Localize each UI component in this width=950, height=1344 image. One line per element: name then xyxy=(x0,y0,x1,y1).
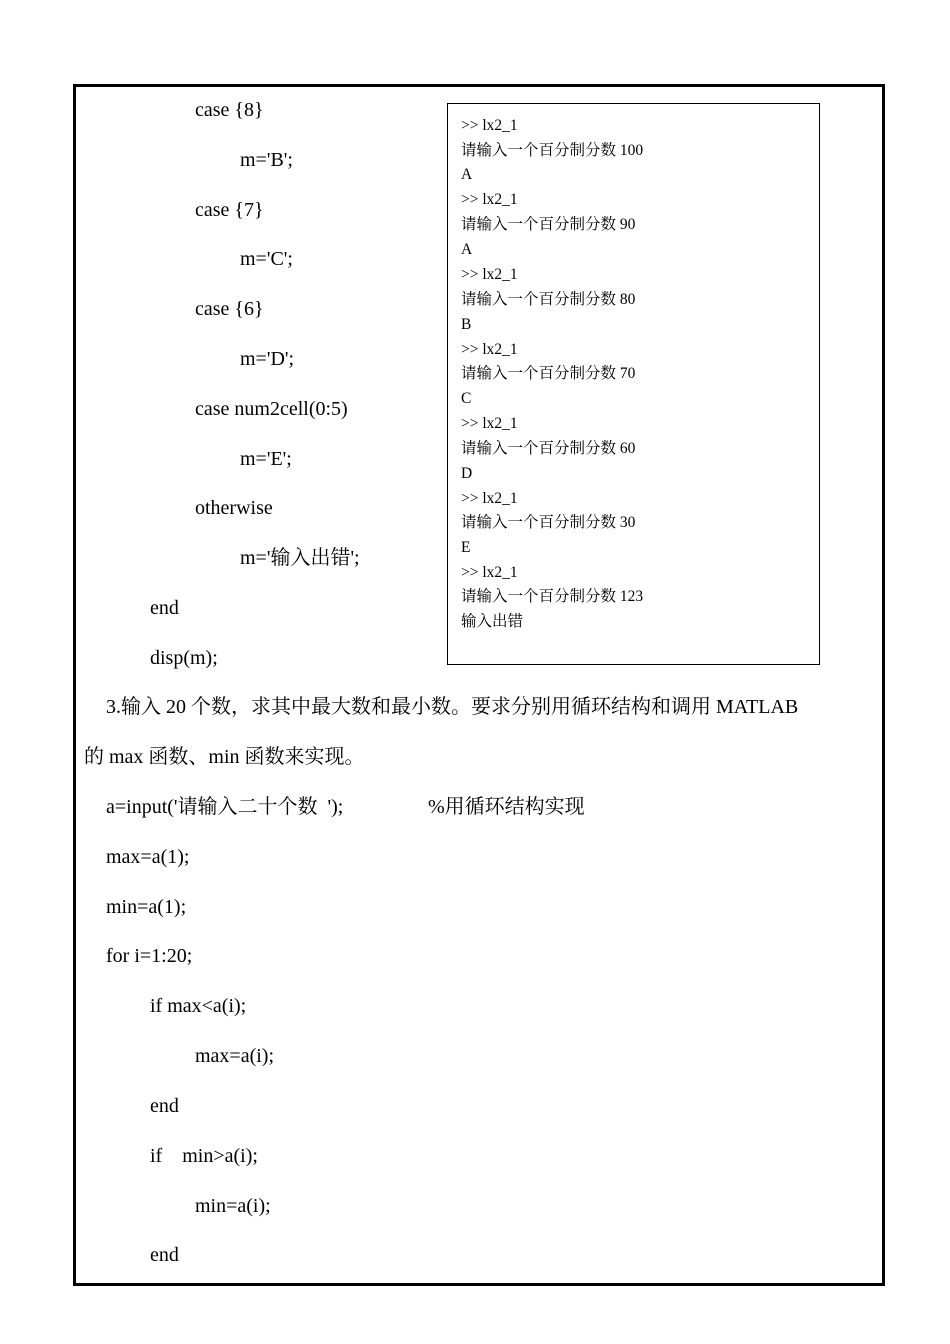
console-line: 输入出错 xyxy=(461,613,524,630)
console-line: 请输入一个百分制分数 100 xyxy=(461,142,644,159)
code-line: if min>a(i); xyxy=(150,1145,258,1167)
console-line: >> lx2_1 xyxy=(461,341,518,358)
console-line: 请输入一个百分制分数 30 xyxy=(461,514,636,531)
question-text-line-1: 3.输入 20 个数，求其中最大数和最小数。要求分别用循环结构和调用 MATLAB xyxy=(106,696,799,718)
code-line: m='输入出错'; xyxy=(240,547,360,569)
console-line: >> lx2_1 xyxy=(461,490,518,507)
code-line: for i=1:20; xyxy=(106,945,193,967)
console-line: E xyxy=(461,539,471,556)
code-line: case {7} xyxy=(195,199,264,221)
code-line: disp(m); xyxy=(150,647,218,669)
console-line: >> lx2_1 xyxy=(461,564,518,581)
console-line: >> lx2_1 xyxy=(461,117,518,134)
code-line: m='D'; xyxy=(240,348,295,370)
code-line: max=a(1); xyxy=(106,846,190,868)
question-text-line-2: 的 max 函数、min 函数来实现。 xyxy=(84,746,365,768)
code-comment: %用循环结构实现 xyxy=(428,796,585,818)
console-line: C xyxy=(461,390,472,407)
code-line: m='E'; xyxy=(240,448,292,470)
code-line: m='B'; xyxy=(240,149,293,171)
code-line: end xyxy=(150,1095,179,1117)
console-line: 请输入一个百分制分数 90 xyxy=(461,216,636,233)
console-line: >> lx2_1 xyxy=(461,415,518,432)
code-line: end xyxy=(150,597,179,619)
code-line: min=a(i); xyxy=(195,1195,271,1217)
console-line: 请输入一个百分制分数 123 xyxy=(461,588,644,605)
console-line: D xyxy=(461,465,473,482)
console-line: A xyxy=(461,166,473,183)
code-line: otherwise xyxy=(195,497,273,519)
code-line: if max<a(i); xyxy=(150,995,247,1017)
console-line: >> lx2_1 xyxy=(461,266,518,283)
code-line: min=a(1); xyxy=(106,896,187,918)
console-line: 请输入一个百分制分数 60 xyxy=(461,440,636,457)
console-line: 请输入一个百分制分数 70 xyxy=(461,365,636,382)
code-line: case num2cell(0:5) xyxy=(195,398,348,420)
console-line: B xyxy=(461,316,472,333)
console-line: >> lx2_1 xyxy=(461,191,518,208)
console-line: A xyxy=(461,241,473,258)
code-line: max=a(i); xyxy=(195,1045,275,1067)
code-line: end xyxy=(150,1244,179,1266)
console-line: 请输入一个百分制分数 80 xyxy=(461,291,636,308)
code-line: case {8} xyxy=(195,99,264,121)
code-line: case {6} xyxy=(195,298,264,320)
console-output-box xyxy=(447,103,820,665)
code-line: m='C'; xyxy=(240,248,293,270)
code-input-statement: a=input('请输入二十个数 '); xyxy=(106,796,344,818)
